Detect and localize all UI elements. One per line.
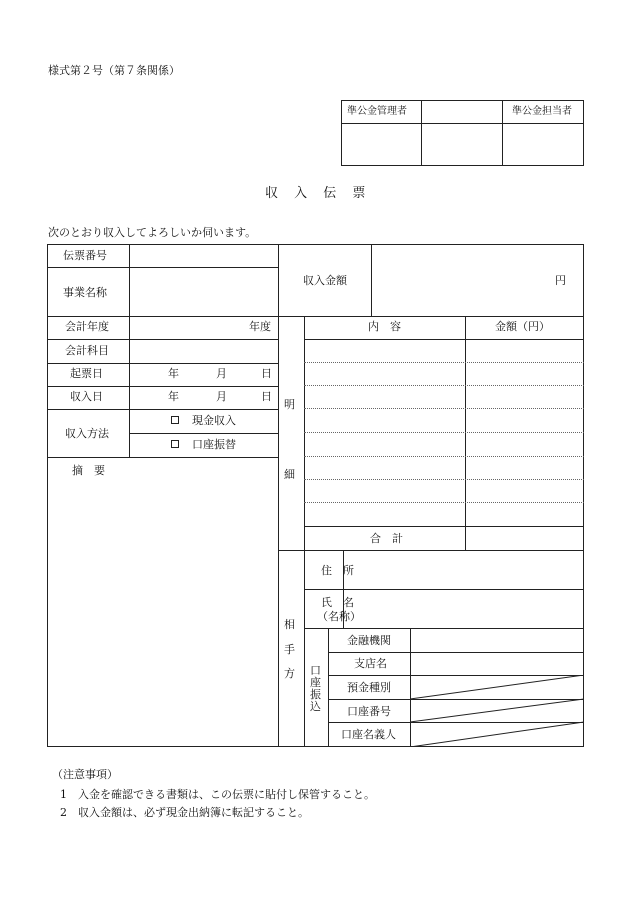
counterparty-side-1: 相 — [284, 618, 295, 631]
notes-heading: （注意事項） — [52, 768, 118, 781]
issue-date-month: 月 — [216, 367, 227, 380]
counterparty-side-2: 手 — [284, 643, 295, 656]
staff-label: 準公金担当者 — [512, 106, 572, 117]
account-label: 会計科目 — [65, 344, 109, 357]
name-sub-label: （名称） — [317, 610, 361, 623]
note-2-number: 2 — [60, 806, 67, 819]
receipt-date-label: 収入日 — [70, 390, 103, 403]
address-label: 住 所 — [321, 564, 354, 577]
note-1-number: 1 — [60, 788, 67, 801]
bank-label: 金融機関 — [347, 634, 391, 647]
account-no-label: 口座番号 — [347, 705, 391, 718]
content-column-header: 内 容 — [368, 320, 401, 333]
method-label: 収入方法 — [65, 427, 109, 440]
account-holder-label: 口座名義人 — [341, 728, 396, 741]
note-1: 入金を確認できる書類は、この伝票に貼付し保管すること。 — [78, 788, 375, 801]
issue-date-label: 起票日 — [70, 367, 103, 380]
issue-date-day: 日 — [261, 367, 272, 380]
transfer-side-4: 込 — [310, 700, 321, 713]
slip-no-label: 伝票番号 — [63, 249, 107, 262]
project-name-label: 事業名称 — [63, 286, 107, 299]
transfer-side-2: 座 — [310, 676, 321, 689]
fiscal-year-label: 会計年度 — [65, 320, 109, 333]
diagonal-lines — [410, 675, 584, 747]
transfer-side-3: 振 — [310, 688, 321, 701]
deposit-type-label: 預金種別 — [347, 681, 391, 694]
detail-side-label-1: 明 — [284, 398, 295, 411]
receipt-date-month: 月 — [216, 390, 227, 403]
detail-side-label-2: 細 — [284, 468, 295, 481]
transfer-side-1: 口 — [310, 664, 321, 677]
cash-label: 現金収入 — [192, 414, 236, 427]
branch-label: 支店名 — [354, 657, 387, 670]
summary-label: 摘 要 — [72, 464, 105, 477]
transfer-checkbox[interactable] — [171, 440, 179, 448]
receipt-date-year: 年 — [168, 390, 179, 403]
issue-date-year: 年 — [168, 367, 179, 380]
intro-text: 次のとおり収入してよろしいか伺います。 — [48, 226, 257, 239]
counterparty-side-3: 方 — [284, 667, 295, 680]
receipt-date-day: 日 — [261, 390, 272, 403]
note-2: 収入金額は、必ず現金出納簿に転記すること。 — [78, 806, 309, 819]
transfer-label: 口座振替 — [192, 438, 236, 451]
amount-label: 収入金額 — [303, 274, 347, 287]
cash-checkbox[interactable] — [171, 416, 179, 424]
yen-label: 円 — [555, 274, 566, 287]
form-title: 収 入 伝 票 — [265, 186, 372, 201]
form-number: 様式第２号（第７条関係） — [48, 64, 180, 77]
name-label: 氏 名 — [321, 596, 354, 609]
total-label: 合 計 — [370, 532, 403, 545]
manager-label: 準公金管理者 — [347, 106, 407, 117]
fiscal-year-unit: 年度 — [249, 320, 271, 333]
amount-column-header: 金額（円） — [495, 320, 550, 333]
